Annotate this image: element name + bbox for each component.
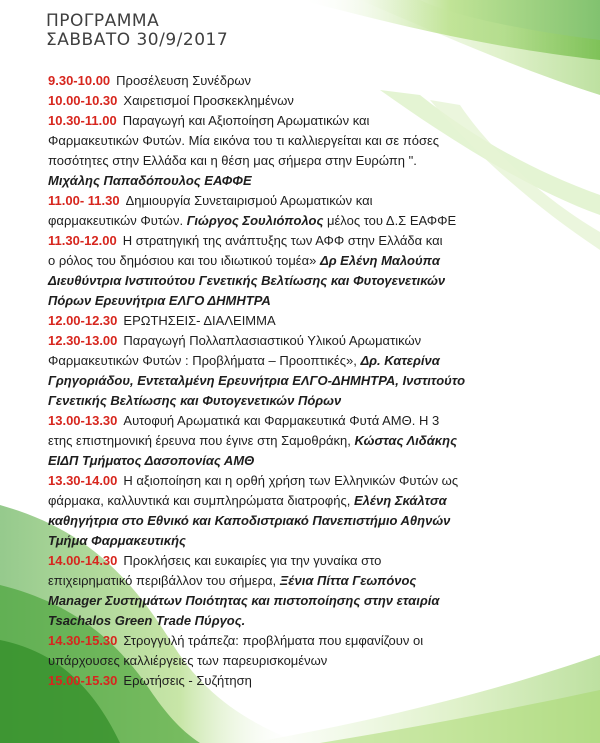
session-text: Η στρατηγική της ανάπτυξης των ΑΦΦ στην Ελλάδα και [122,233,443,248]
session-text: μέλος του Δ.Σ ΕΑΦΦΕ [323,213,457,228]
speaker-name: Τμήμα Φαρμακευτικής [48,533,186,548]
schedule-line [48,671,568,691]
page-header [46,12,228,50]
session-text: ετης επιστημονική έρευνα που έγινε στη Σαμοθράκη, [48,433,355,448]
session-text: Προσέλευση Συνέδρων [116,73,251,88]
speaker-name: Γιώργος Σουλιόπολος [186,213,324,228]
time-slot: 12.00-12.30 [48,313,118,328]
time-slot: 13.30-14.00 [48,473,118,488]
schedule-line [48,511,568,531]
speaker-name: Διευθύντρια Ινστιτούτου Γενετικής Βελτίωσης και Φυτογενετικών [48,273,446,288]
schedule-line [48,371,568,391]
speaker-name: ΕΙΔΠ Τμήματος Δασοπονίας ΑΜΘ [48,453,255,468]
time-slot: 12.30-13.00 [48,333,118,348]
session-text: Παραγωγή και Αξιοποίηση Αρωματικών και [122,113,370,128]
schedule-line [48,531,568,551]
schedule-line [48,91,568,111]
schedule-line [48,231,568,251]
schedule-line [48,291,568,311]
schedule-list [48,71,568,691]
schedule-line [48,451,568,471]
schedule-line [48,251,568,271]
session-text: υπάρχουσες καλλιέργειες των παρευρισκομένων [48,653,328,668]
session-text: ο ρόλος του δημόσιου και του ιδιωτικού τομέα» [48,253,320,268]
speaker-name: Κώστας Λιδάκης [354,433,457,448]
session-text: Φαρμακευτικών Φυτών : Προβλήματα – Προοπτικές», [48,353,361,368]
time-slot: 14.30-15.30 [48,633,118,648]
time-slot: 10.00-10.30 [48,93,118,108]
schedule-line [48,591,568,611]
schedule-item [48,111,568,191]
time-slot: 13.00-13.30 [48,413,118,428]
time-slot: 9.30-10.00 [48,73,111,88]
session-text: Φαρμακευτικών Φυτών. Μία εικόνα του τι καλλιεργείται και σε πόσες [48,133,440,148]
speaker-name: Πόρων Ερευνήτρια ΕΛΓΟ ΔΗΜΗΤΡΑ [48,293,271,308]
session-text: φάρμακα, καλλυντικά και συμπληρώματα διατροφής, [48,493,354,508]
schedule-line [48,431,568,451]
schedule-line [48,611,568,631]
session-text: Χαιρετισμοί Προσκεκλημένων [123,93,294,108]
schedule-line [48,411,568,431]
schedule-line [48,351,568,371]
session-text: Η αξιοποίηση και η ορθή χρήση των Ελληνικών Φυτών ως [123,473,459,488]
speaker-name: Μιχάλης Παπαδόπουλος ΕΑΦΦΕ [48,173,252,188]
schedule-item [48,231,568,311]
page-title: ΠΡΟΓΡΑΜΜΑ [46,11,160,31]
session-text: ποσότητες στην Ελλάδα και η θέση μας σήμερα στην Ευρώπη ". [48,153,417,168]
session-text: Αυτοφυή Αρωματικά και Φαρμακευτικά Φυτά ΑΜΘ. Η 3 [123,413,440,428]
schedule-line [48,171,568,191]
speaker-name: Ξένια Πίττα Γεωπόνος [279,573,417,588]
speaker-name: Γενετικής Βελτίωσης και Φυτογενετικών Πόρων [48,393,342,408]
schedule-line [48,491,568,511]
page-date: ΣΑΒΒΑΤΟ 30/9/2017 [46,30,229,50]
schedule-line [48,651,568,671]
schedule-line [48,211,568,231]
speaker-name: Manager Συστημάτων Ποιότητας και πιστοποίησης στην εταιρία [48,593,440,608]
session-text: Ερωτήσεις - Συζήτηση [123,673,252,688]
speaker-name: Γρηγοριάδου, Εντεταλμένη Ερευνήτρια ΕΛΓΟ-ΔΗΜΗΤΡΑ, Ινστιτούτο [48,373,466,388]
schedule-line [48,191,568,211]
session-text: Προκλήσεις και ευκαιρίες για την γυναίκα στο [123,553,382,568]
session-text: ΕΡΩΤΗΣΕΙΣ- ΔΙΑΛΕΙΜΜΑ [123,313,276,328]
schedule-line [48,331,568,351]
schedule-line [48,391,568,411]
schedule-line [48,151,568,171]
time-slot: 11.30-12.00 [48,233,117,248]
time-slot: 14.00-14.30 [48,553,118,568]
schedule-line [48,271,568,291]
schedule-line [48,111,568,131]
time-slot: 11.00- 11.30 [48,193,120,208]
schedule-item [48,191,568,231]
speaker-name: Δρ Ελένη Μαλούπα [319,253,440,268]
schedule-item [48,311,568,331]
session-text: Παραγωγή Πολλαπλασιαστικού Υλικού Αρωματικών [123,333,422,348]
schedule-item [48,631,568,671]
speaker-name: Δρ. Κατερίνα [360,353,440,368]
schedule-item [48,471,568,551]
schedule-line [48,551,568,571]
schedule-item [48,331,568,411]
schedule-line [48,571,568,591]
speaker-name: Tsachalos Green Trade Πύργος. [48,613,246,628]
session-text: φαρμακευτικών Φυτών. [48,213,187,228]
schedule-line [48,71,568,91]
schedule-item [48,91,568,111]
schedule-item [48,551,568,631]
schedule-item [48,671,568,691]
schedule-line [48,311,568,331]
time-slot: 15.00-15.30 [48,673,118,688]
schedule-line [48,631,568,651]
time-slot: 10.30-11.00 [48,113,117,128]
session-text: Δημιουργία Συνεταιρισμού Αρωματικών και [125,193,373,208]
speaker-name: Ελένη Σκάλτσα [353,493,447,508]
schedule-item [48,71,568,91]
schedule-line [48,471,568,491]
session-text: επιχειρηματικό περιβάλλον του σήμερα, [48,573,280,588]
schedule-item [48,411,568,471]
session-text: Στρογγυλή τράπεζα: προβλήματα που εμφανίζουν οι [123,633,424,648]
schedule-line [48,131,568,151]
speaker-name: καθηγήτρια στο Εθνικό και Καποδιστριακό Πανεπιστήμιο Αθηνών [48,513,451,528]
